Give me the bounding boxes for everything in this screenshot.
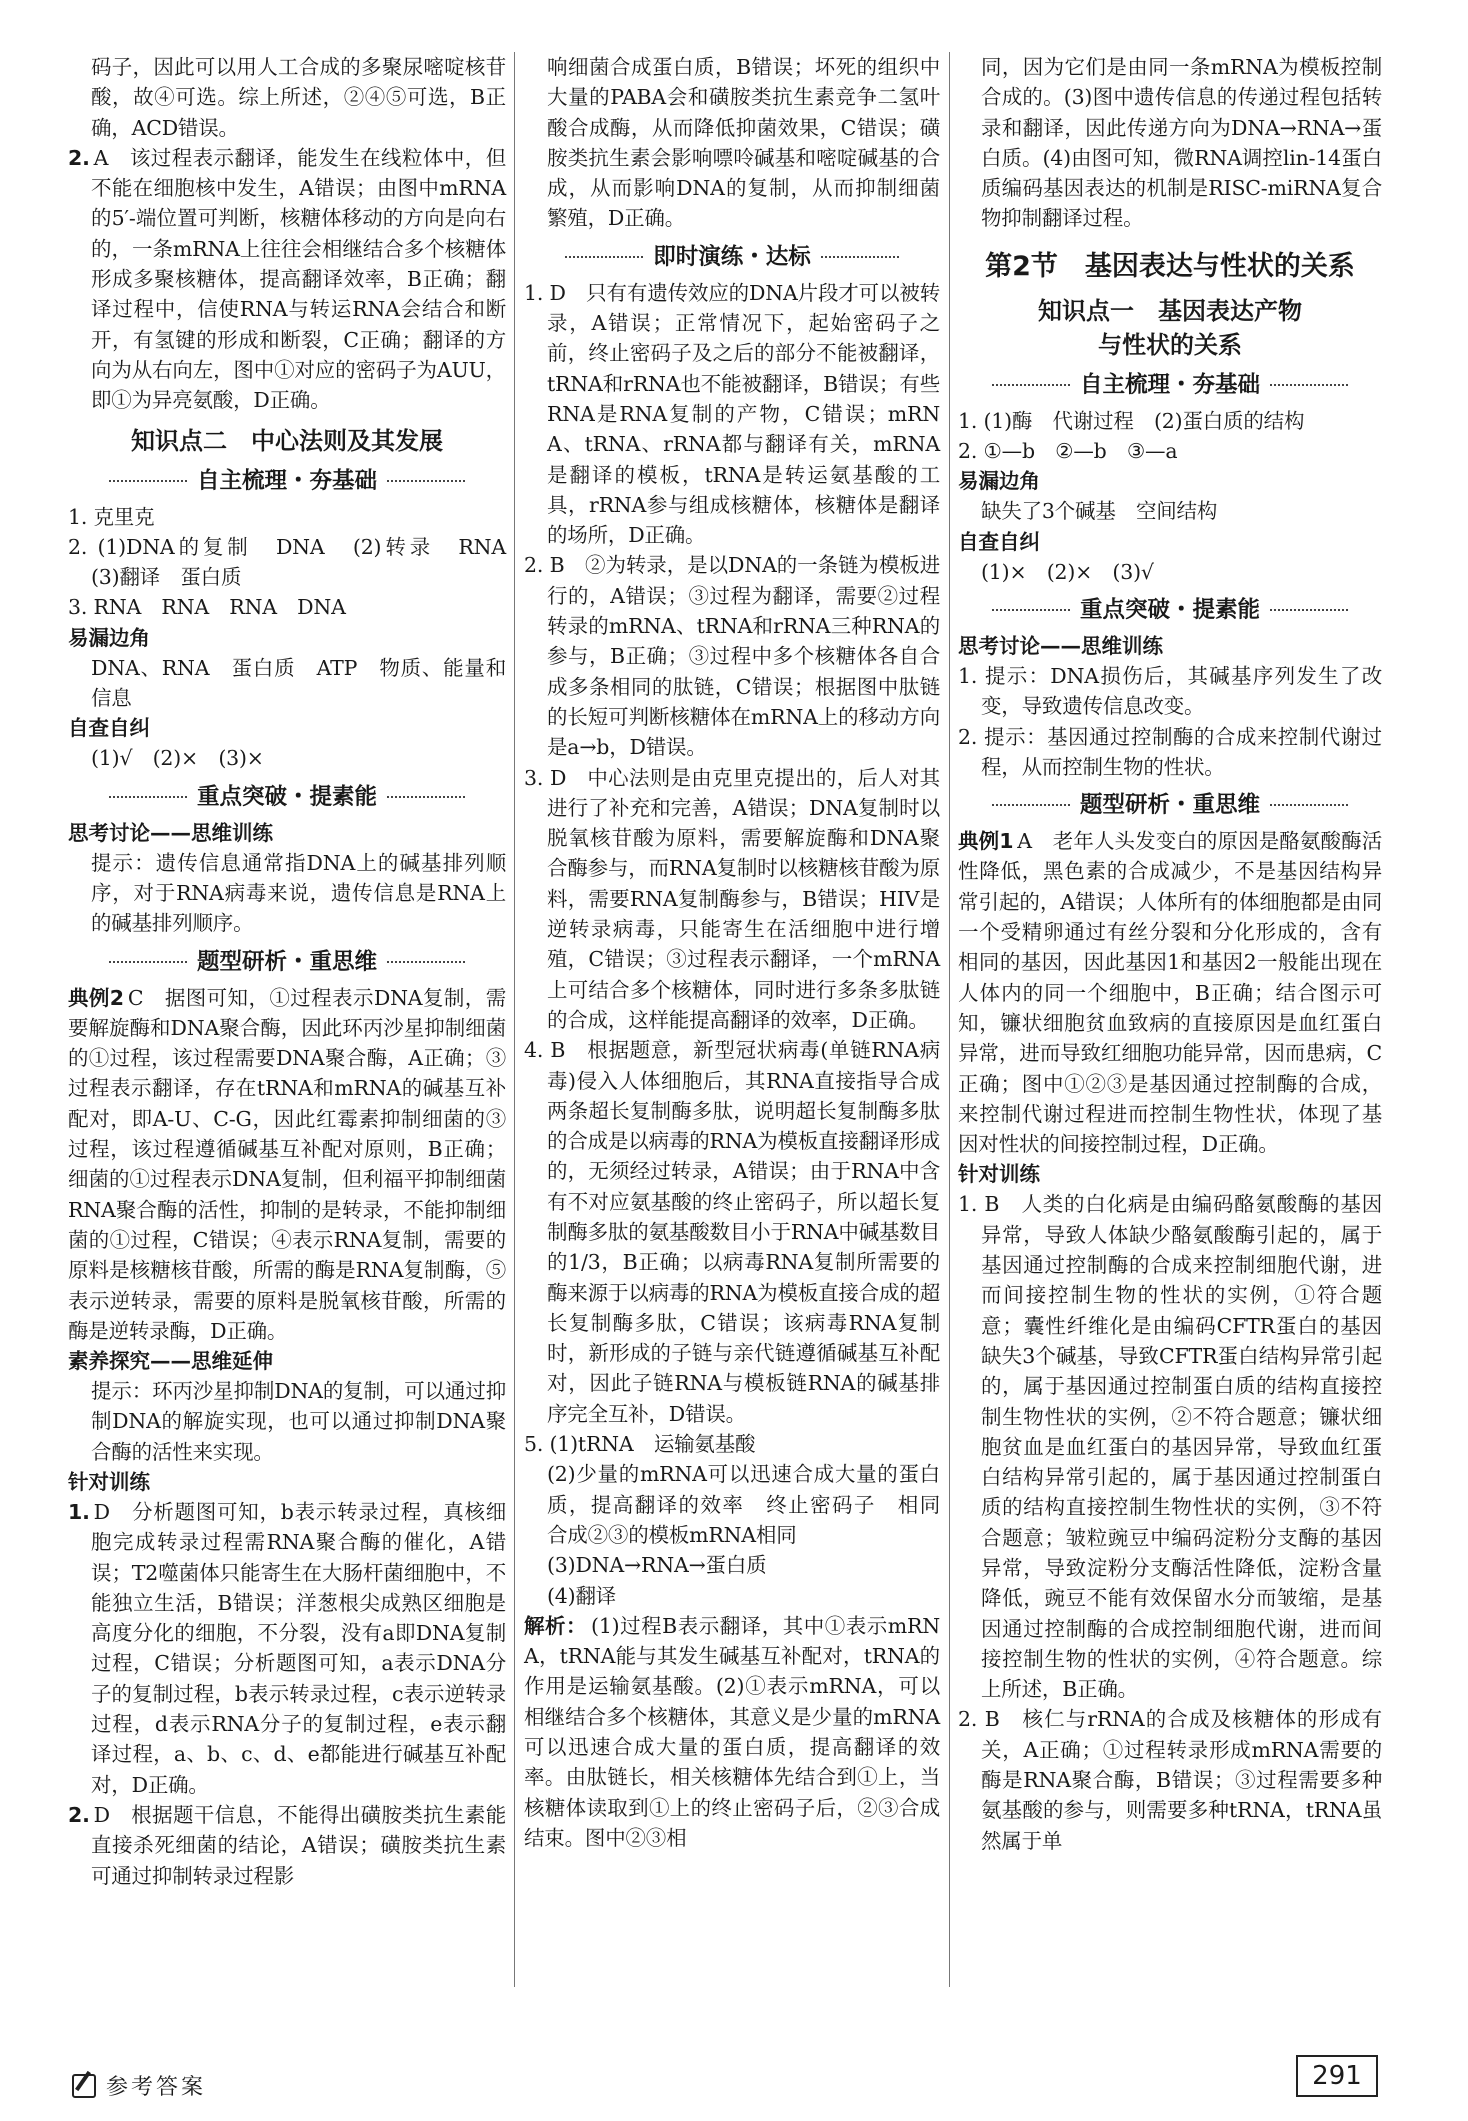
section-bar: 重点突破・提素能 xyxy=(68,780,506,814)
knowledge-point-heading: 知识点一 基因表达产物 xyxy=(1038,296,1302,325)
subheading: 思考讨论——思维训练 xyxy=(958,633,1163,658)
section-bar: 自主梳理・夯基础 xyxy=(958,368,1382,402)
list-item: 1. (1)酶 代谢过程 (2)蛋白质的结构 xyxy=(958,408,1305,433)
hint-text: 提示：遗传信息通常指DNA上的碱基排列顺序，对于RNA病毒来说，遗传信息是RNA上的碱基排列顺序。 xyxy=(91,850,506,936)
example-label: 典例2 xyxy=(68,985,124,1010)
answer-2: 2. A 该过程表示翻译，能发生在线粒体中，但不能在细胞核中发生，A错误；由图中mRNA的5′-端位置可判断，核糖体移动的方向是向右的，一条mRNA上往往会相继结合多个核糖体形成多聚核糖体，提高翻译效率，B正确；翻译过程中，信使RNA与转运RNA会结合和断开，有氢键的形成和断裂，C正确；翻译的方向为从右向左，图中①对应的密码子为AUU，即①为异亮氨酸，D正确。 xyxy=(68,145,506,413)
answer-text: (1)√ (2)× (3)× xyxy=(91,746,264,771)
subheading: 思考讨论——思维训练 xyxy=(68,820,273,845)
section-bar: 即时演练・达标 xyxy=(524,240,940,274)
column-divider xyxy=(949,52,950,1987)
list-item: 3. RNA RNA RNA DNA xyxy=(68,595,346,620)
answer-continuation: 响细菌合成蛋白质，B错误；坏死的组织中大量的PABA会和磺胺类抗生素竞争二氢叶酸合成酶，从而降低抑菌效果，C错误；磺胺类抗生素会影响嘌呤碱基和嘧啶碱基的合成，从而影响DNA的复制，从而抑制细菌繁殖，D正确。 xyxy=(547,55,940,231)
list-item: 2. (1)DNA的复制 DNA (2)转录 RNA (3)翻译 蛋白质 xyxy=(68,534,527,590)
answer-continuation: 同，因为它们是由同一条mRNA为模板控制合成的。(3)图中遗传信息的传递过程包括转录和翻译，因此传递方向为DNA→RNA→蛋白质。(4)由图可知，微RNA调控lin-14蛋白质编码基因表达的机制是RISC-miRNA复合物抑制翻译过程。 xyxy=(981,55,1382,231)
practice-answer-3: 3. D 中心法则是由克里克提出的，后人对其进行了补充和完善，A错误；DNA复制时以脱氧核苷酸为原料，需要解旋酶和DNA聚合酶参与，而RNA复制时以核糖核苷酸为原料，需要RNA复制酶参与，B错误；HIV是逆转录病毒，只能寄生在活细胞中进行增殖，C错误；③过程表示翻译，一个mRNA上可结合多个核糖体，同时进行多条多肽链的合成，这样能提高翻译的效率，D正确。 xyxy=(524,765,940,1032)
hint-1: 1. 提示：DNA损伤后，其碱基序列发生了改变，导致遗传信息改变。 xyxy=(958,663,1382,719)
subheading: 针对训练 xyxy=(68,1469,150,1494)
answer-number: 2. xyxy=(68,145,90,170)
practice-answer-4: 4. B 根据题意，新型冠状病毒(单链RNA病毒)侵入人体细胞后，其RNA直接指导合成两条超长复制酶多肽，说明超长复制酶多肽的合成是以病毒的RNA为模板直接翻译形成的，无须经过转录，A错误；由于RNA中含有不对应氨基酸的终止密码子，所以超长复制酶多肽的氨基酸数目小于RNA中碱基数目的1/3，B正确；以病毒RNA复制所需要的酶来源于以病毒的RNA为模板直接合成的超长复制酶多肽，C错误；该病毒RNA复制时，新形成的子链与亲代链遵循碱基互补配对，因此子链RNA与模板链RNA的碱基排序完全互补，D错误。 xyxy=(524,1038,940,1426)
explanation-label: 解析： xyxy=(524,1613,588,1638)
training-answer-1: 1. D 分析题图可知，b表示转录过程，真核细胞完成转录过程需RNA聚合酶的催化，A错误；T2噬菌体只能寄生在大肠杆菌细胞中，不能独立生活，B错误；洋葱根尖成熟区细胞是高度分化的细胞，不分裂，没有a即DNA复制过程，C错误；分析题图可知，a表示DNA分子的复制过程，b表示转录过程，c表示逆转录过程，d表示RNA分子的复制过程，e表示翻译过程，a、b、c、d、e都能进行碱基互补配对，D正确。 xyxy=(68,1499,506,1797)
column-left xyxy=(68,52,527,1891)
practice-answer-5-part: (4)翻译 xyxy=(547,1583,617,1608)
explanation: 解析： (1)过程B表示翻译，其中①表示mRNA，tRNA能与其发生碱基互补配对，tRNA的作用是运输氨基酸。(2)①表示mRNA，可以相继结合多个核糖体，其意义是少量的mRNA可以迅速合成大量的蛋白质，提高翻译的效率。由肽链长，相关核糖体先结合到①上，当核糖体读取到①上的终止密码子后，②③合成结束。图中②③相 xyxy=(524,1613,940,1850)
section-bar: 题型研析・重思维 xyxy=(68,945,506,979)
knowledge-point-heading: 知识点二 中心法则及其发展 xyxy=(131,426,443,455)
answer-text: 缺失了3个碱基 空间结构 xyxy=(981,499,1218,524)
subheading: 自查自纠 xyxy=(68,716,150,741)
section-heading: 第2节 基因表达与性状的关系 xyxy=(985,250,1355,282)
footer-label: 参考答案 xyxy=(72,2070,206,2101)
pen-icon xyxy=(72,2074,96,2098)
knowledge-point-heading-line2: 与性状的关系 xyxy=(1098,330,1242,359)
section-bar: 重点突破・提素能 xyxy=(958,593,1382,627)
subheading: 素养探究——思维延伸 xyxy=(68,1349,273,1374)
training-answer-1: 1. B 人类的白化病是由编码酪氨酸酶的基因异常，导致人体缺少酪氨酸酶引起的，属于基因通过控制酶的合成来控制细胞代谢，进而间接控制生物的性状的实例，①符合题意；囊性纤维化是由编码CFTR蛋白的基因缺失3个碱基，导致CFTR蛋白结构异常引起的，属于基因通过控制蛋白质的结构直接控制生物性状的实例，②不符合题意；镰状细胞贫血是血红蛋白的基因异常，导致血红蛋白结构异常引起的，属于基因通过控制蛋白质的结构直接控制生物性状的实例，③不符合题意；皱粒豌豆中编码淀粉分支酶的基因异常，导致淀粉分支酶活性降低，淀粉含量降低，豌豆不能有效保留水分而皱缩，是基因通过控制酶的合成控制细胞代谢，进而间接控制生物的性状的实例，④符合题意。综上所述，B正确。 xyxy=(958,1192,1382,1702)
list-item: 1. 克里克 xyxy=(68,504,155,529)
example-2: 典例2 C 据图可知，①过程表示DNA复制，需要解旋酶和DNA聚合酶，因此环丙沙星抑制细菌的①过程，该过程需要DNA聚合酶，A正确；③过程表示翻译，存在tRNA和mRNA的碱基互补配对，即A-U、C-G，因此红霉素抑制细菌的③过程，该过程遵循碱基互补配对原则，B正确；细菌的①过程表示DNA复制，但利福平抑制细菌RNA聚合酶的活性，抑制的是转录，不能抑制细菌的①过程，C错误；④表示RNA复制，需要的原料是核糖核苷酸，所需的酶是RNA复制酶，⑤表示逆转录，需要的原料是脱氧核苷酸，所需的酶是逆转录酶，D正确。 xyxy=(68,985,507,1343)
practice-answer-1: 1. D 只有有遗传效应的DNA片段才可以被转录，A错误；正常情况下，起始密码子之前，终止密码子及之后的部分不能被翻译，tRNA和rRNA也不能被翻译，B错误；有些RNA是RNA复制的产物，C错误；mRNA、tRNA、rRNA都与翻译有关，mRNA是翻译的模板，tRNA是转运氨基酸的工具，rRNA参与组成核糖体，核糖体是翻译的场所，D正确。 xyxy=(524,280,940,548)
column-divider xyxy=(514,52,515,1987)
example-1: 典例1 A 老年人头发变白的原因是酪氨酸酶活性降低，黑色素的合成减少，不是基因结构异常引起的，A错误；人体所有的体细胞都是由同一个受精卵通过有丝分裂和分化形成的，含有相同的基因，因此基因1和基因2一般能出现在人体内的同一个细胞中，B正确；结合图示可知，镰状细胞贫血致病的直接原因是血红蛋白异常，进而导致红细胞功能异常，因而患病，C正确；图中①②③是基因通过控制酶的合成，来控制代谢过程进而控制生物性状，体现了基因对性状的间接控制过程，D正确。 xyxy=(958,829,1382,1157)
answer-text: DNA、RNA 蛋白质 ATP 物质、能量和信息 xyxy=(91,655,506,711)
practice-answer-5: 5. (1)tRNA 运输氨基酸 xyxy=(524,1432,756,1457)
list-item: 2. ①—b ②—b ③—a xyxy=(958,439,1178,464)
page-number: 291 xyxy=(1296,2055,1378,2097)
example-label: 典例1 xyxy=(958,829,1014,854)
column-middle xyxy=(524,52,961,1853)
hint-text: 提示：环丙沙星抑制DNA的复制，可以通过抑制DNA的解旋实现，也可以通过抑制DNA聚合酶的活性来实现。 xyxy=(91,1379,506,1464)
training-answer-2: 2. B 核仁与rRNA的合成及核糖体的形成有关，A正确；①过程转录形成mRNA需要的酶是RNA聚合酶，B错误；③过程需要多种氨基酸的参与，则需要多种tRNA，tRNA虽然属于单 xyxy=(958,1707,1382,1853)
section-bar: 自主梳理・夯基础 xyxy=(68,464,506,498)
section-bar: 题型研析・重思维 xyxy=(958,788,1382,822)
subheading: 针对训练 xyxy=(958,1162,1040,1187)
subheading: 易漏边角 xyxy=(68,625,150,650)
subheading: 自查自纠 xyxy=(958,529,1040,554)
subheading: 易漏边角 xyxy=(958,469,1040,494)
answer-continuation: 码子，因此可以用人工合成的多聚尿嘧啶核苷酸，故④可选。综上所述，②④⑤可选，B正确，ACD错误。 xyxy=(91,55,506,140)
column-right xyxy=(958,52,1382,1856)
hint-2: 2. 提示：基因通过控制酶的合成来控制代谢过程，从而控制生物的性状。 xyxy=(958,724,1382,779)
answer-text: (1)× (2)× (3)√ xyxy=(981,559,1154,584)
training-answer-2: 2. D 根据题干信息，不能得出磺胺类抗生素能直接杀死细菌的结论，A错误；磺胺类抗生素可通过抑制转录过程影 xyxy=(68,1802,506,1888)
practice-answer-2: 2. B ②为转录，是以DNA的一条链为模板进行的，A错误；③过程为翻译，需要②过程转录的mRNA、tRNA和rRNA三种RNA的参与，B正确；③过程中多个核糖体各自合成多条相同的肽链，C错误；根据图中肽链的长短可判断核糖体在mRNA上的移动方向是a→b，D错误。 xyxy=(524,553,940,760)
practice-answer-5-part: (2)少量的mRNA可以迅速合成大量的蛋白质，提高翻译的效率 终止密码子 相同 合成②③的模板mRNA相同 xyxy=(547,1462,961,1547)
practice-answer-5-part: (3)DNA→RNA→蛋白质 xyxy=(547,1553,767,1578)
